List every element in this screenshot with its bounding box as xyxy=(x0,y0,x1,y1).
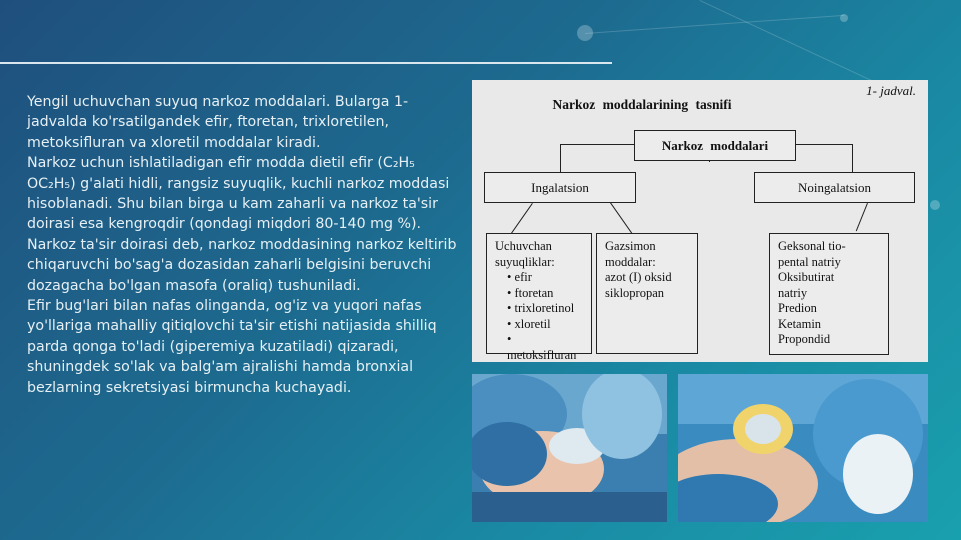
list-item: • trixloretinol xyxy=(507,301,583,317)
non-inhaled-line: Predion xyxy=(778,301,817,315)
root-node-label: Narkoz moddalari xyxy=(661,137,769,153)
non-inhaled-line: Geksonal tio- xyxy=(778,239,846,253)
anesthesia-photo-left-image xyxy=(472,374,667,522)
table-title: Narkoz moddalarining tasnifi xyxy=(552,97,732,112)
non-inhaled-line: pental natriy xyxy=(778,254,841,269)
non-inhaled-node-label: Noingalatsion xyxy=(798,179,871,195)
background-dot xyxy=(930,200,940,210)
anesthesia-photo-right-image xyxy=(678,374,928,522)
root-node xyxy=(634,130,796,161)
anesthesia-photo-left xyxy=(472,374,667,522)
gases-line: azot (I) oksid xyxy=(605,270,672,284)
connector xyxy=(856,203,868,231)
non-inhaled-line: Ketamin xyxy=(778,316,822,331)
gases-line: Gazsimon xyxy=(605,239,656,253)
body-text xyxy=(27,92,457,398)
non-inhaled-node xyxy=(754,172,915,203)
background-line xyxy=(700,0,882,85)
liquids-heading: Uchuvchan suyuqliklar: xyxy=(495,239,555,269)
list-item: • efir xyxy=(507,270,583,286)
list-item: • xloretil xyxy=(507,317,583,333)
non-inhaled-line: Propondid xyxy=(778,332,831,346)
table-number: 1- jadval. xyxy=(866,83,916,98)
connector xyxy=(610,202,633,234)
liquids-list xyxy=(495,270,583,363)
non-inhaled-box xyxy=(769,233,889,355)
non-inhaled-line: Oksibutirat xyxy=(778,270,835,284)
inhaled-node xyxy=(484,172,636,203)
paragraph: Narkoz ta'sir doirasi deb, narkoz moddasining narkoz keltirib chiqaruvchi bo'sag'a dozasidan zaharli belgisini beruvchi dozagacha bo'lgan masofa (oraliq) tushuniladi. xyxy=(27,236,457,294)
anesthesia-photo-right xyxy=(678,374,928,522)
connector xyxy=(510,203,533,235)
connector xyxy=(852,144,853,172)
list-item: • ftoretan xyxy=(507,286,583,302)
paragraph: Yengil uchuvchan suyuq narkoz moddalari. Bularga 1-jadvalda ko'rsatilgandek efir, ftoretan, trixloretilen, metoksifluran va xloretil moddalar kiradi. xyxy=(27,94,409,151)
gases-line: siklopropan xyxy=(605,285,665,300)
classification-table xyxy=(472,80,928,362)
list-item: • metoksifluran xyxy=(507,332,583,363)
gases-line: moddalar: xyxy=(605,254,656,269)
background-line xyxy=(585,15,844,34)
liquids-box xyxy=(486,233,592,362)
gases-box xyxy=(596,233,698,354)
non-inhaled-line: natriy xyxy=(778,285,808,300)
inhaled-node-label: Ingalatsion xyxy=(531,179,589,195)
paragraph: Efir bug'lari bilan nafas olinganda, og'iz va yuqori nafas yo'llariga mahalliy qitiqlovchi ta'sir etishi natijasida shilliq parda qonga to'ladi (giperemiya kuzatiladi) qizaradi, shuningdek so'lak va balg'am ajralishi hamda bronxial bezlarning sekretsiyasi birmuncha kuchayadi. xyxy=(27,298,437,396)
connector xyxy=(560,144,561,172)
top-divider xyxy=(0,62,612,64)
paragraph: Narkoz uchun ishlatiladigan efir modda dietil efir (C₂H₅ OC₂H₅) g'alati hidli, rangsiz suyuqlik, kuchli narkoz moddasi hisoblanadi. Shu bilan birga u kam zaharli va narkoz ta'sir doirasi esa kengroqdir (qondagi miqdori 80-140 mg %). xyxy=(27,155,450,233)
